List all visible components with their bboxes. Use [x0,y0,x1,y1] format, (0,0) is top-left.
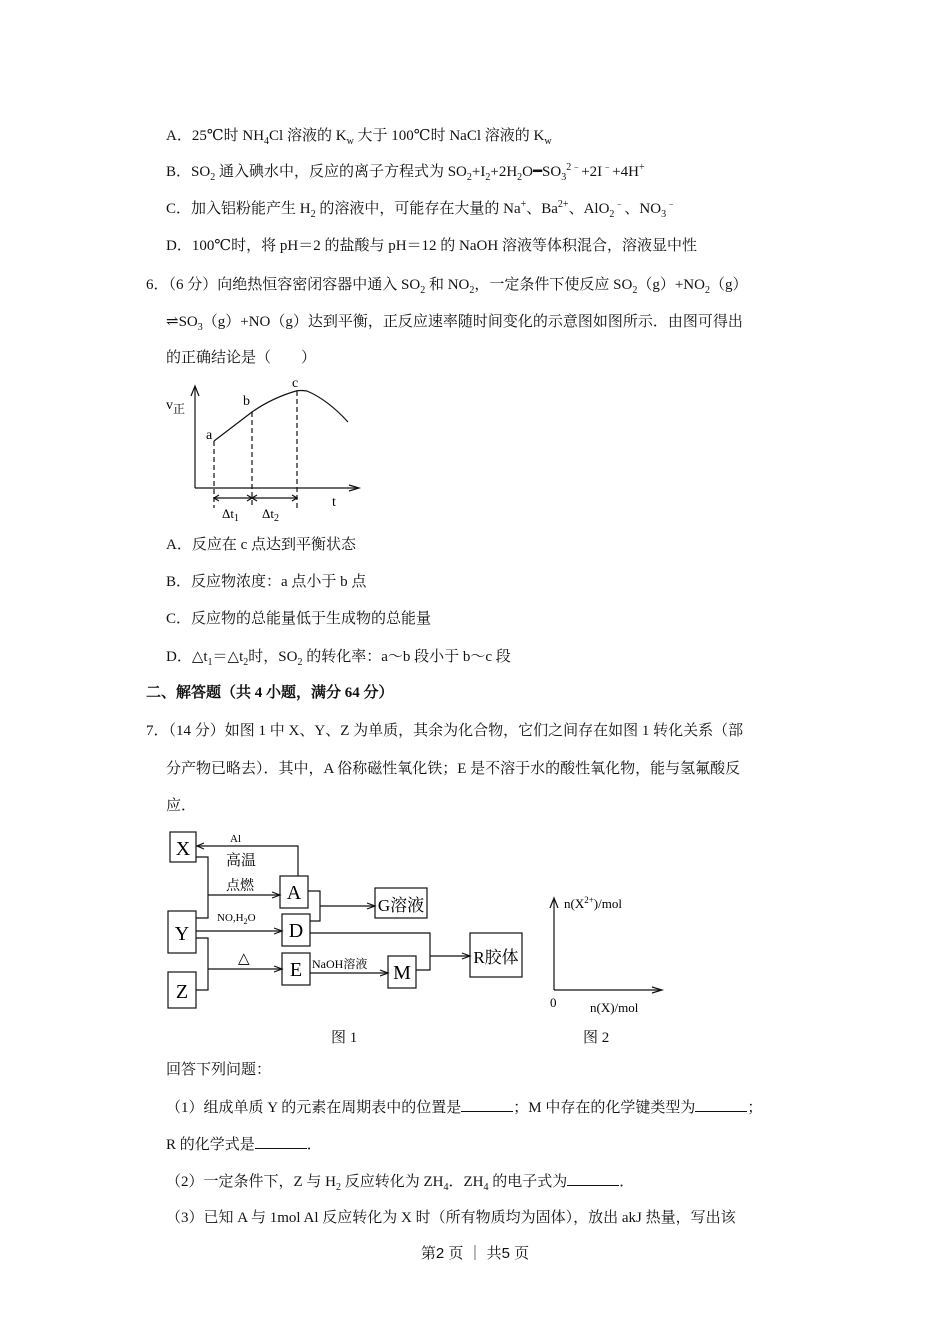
label-high-temp: 高温 [226,853,257,869]
q6-option-d [166,647,511,667]
q6-rate-graph [160,370,370,530]
text: （g）+NO [637,277,705,293]
x-label: t [332,495,336,510]
delta-t1-label: $\Delta t_1$ [222,506,239,524]
text: R 的化学式是 [166,1137,255,1153]
text: O━SO [522,164,562,180]
text: 100℃时，将 pH＝2 的盐酸与 pH＝12 的 NaOH 溶液等体积混合，溶液显中性 [191,238,697,254]
text: ． [619,1174,635,1190]
text: ； [747,1100,763,1116]
subscript: 3 [561,172,567,183]
superscript: 2﹣ [566,162,582,173]
label-e: E [289,959,303,981]
q5-option-a [166,126,552,146]
label-z: Z [175,981,189,1003]
q7-stem-line3: 应． [166,798,197,814]
text: ⇌SO [166,314,198,330]
text: 反应转化为 ZH [341,1174,444,1190]
point-b-label: b [243,394,250,409]
label-al: Al [230,833,241,845]
sub-question-1 [166,1097,762,1118]
figure-1-caption: 图 1 [331,1030,358,1046]
label-x: X [175,838,191,860]
text: △t [191,649,208,665]
text: ＝△t [212,649,244,665]
section-heading: 二、解答题（共 4 小题，满分 64 分） [146,685,394,701]
heat-symbol-icon: △ [238,951,250,967]
option-label: D． [166,649,192,665]
option-label: C． [166,611,192,627]
sub-question-3: （3）已知 A 与 1mol Al 反应转化为 X 时（所有物质均为固体），放出 akJ 热量，写出该 [166,1210,736,1226]
subscript: 2 [469,285,475,296]
question-score: （6 分） [168,277,218,293]
text: 时，SO [248,649,298,665]
text: +2H [490,164,518,180]
q6-stem-line1 [146,275,747,295]
text: ，一定条件下使反应 SO [474,277,633,293]
q7-stem-line2: 分产物已略去）．其中，A 俗称磁性氧化铁；E 是不溶于水的酸性氧化物，能与氢氟酸反 [166,761,741,777]
label-naoh-solution: NaOH溶液 [312,957,368,971]
answer-blank[interactable] [461,1097,513,1112]
text: Cl 溶液的 K [269,128,347,144]
answer-prompt: 回答下列问题： [166,1062,272,1078]
text: 、NO [624,201,662,217]
label-r-colloid: R胶体 [473,948,519,967]
subscript: w [346,136,354,147]
figure-2-axes [540,890,680,1020]
subscript: 1 [207,657,213,668]
sub-question-2 [166,1171,634,1192]
subscript: 2 [466,172,472,183]
label-d: D [288,920,304,942]
subscript: w [544,136,552,147]
q5-option-b [166,162,645,182]
y-axis-label: $n(X^{2+})$/mol [564,895,622,911]
subscript: 3 [197,322,203,333]
q5-option-d [166,236,697,256]
text: +I [471,164,486,180]
label-a: A [286,882,302,904]
text: 的转化率：a～b 段小于 b～c 段 [302,649,511,665]
text: 、AlO [568,201,610,217]
delta-t2-label: $\Delta t_2$ [262,506,279,524]
text: +4H [612,164,639,180]
q6-option-a [166,535,356,555]
text: 反应在 c 点达到平衡状态 [191,537,357,553]
text: 和 NO [425,277,470,293]
text: （g） [709,277,748,293]
option-label: C． [166,201,192,217]
text: 如图 1 中 X、Y、Z 为单质，其余为化合物，它们之间存在如图 1 转化关系（部 [224,723,744,739]
superscript: 2+ [557,199,569,210]
label-m: M [393,962,411,984]
q6-option-c [166,609,431,629]
option-label: A． [166,128,192,144]
superscript: ﹣ [666,199,677,210]
subscript: 2 [632,285,638,296]
subscript: 4 [264,136,270,147]
text: 加入铝粉能产生 H [191,201,311,217]
text: SO [191,164,211,180]
text: 反应物浓度：a 点小于 b 点 [191,574,367,590]
option-label: B． [166,164,192,180]
subscript: 3 [661,209,667,220]
subscript: 2 [210,172,216,183]
q7-stem-line1 [146,721,743,741]
text: 大于 100℃时 NaCl 溶液的 K [353,128,545,144]
answer-blank[interactable] [255,1134,307,1149]
superscript: ﹣ [602,162,613,173]
label-ignite: 点燃 [226,879,254,894]
y-label: v正 [166,398,186,416]
q6-stem-line2 [166,312,743,332]
point-c-label: c [292,376,299,391]
text: ． [306,1137,322,1153]
text: （g）+NO（g）达到平衡，正反应速率随时间变化的示意图如图所示．由图可得出 [202,314,743,330]
q6-option-b [166,572,366,592]
subscript: 2 [297,657,303,668]
subscript: 4 [443,1182,449,1193]
question-number: 7． [146,723,169,739]
q6-stem-line3: 的正确结论是（ ） [166,350,317,366]
text: 通入碘水中，反应的离子方程式为 SO [215,164,467,180]
text: ；M 中存在的化学键类型为 [513,1100,696,1116]
origin-label: 0 [550,995,557,1010]
x-axis-label: n(X)/mol [590,1000,639,1015]
page-footer: 第2 页 ｜ 共5 页 [420,1245,530,1262]
question-number: 6． [146,277,169,293]
label-no-h2o: $NO,H_2O$ [217,912,256,926]
text: +2I [581,164,603,180]
option-label: D． [166,238,192,254]
figure-2-caption: 图 2 [583,1030,610,1046]
subscript: 2 [485,172,491,183]
text: （2）一定条件下，Z 与 H [166,1174,336,1190]
option-label: A． [166,537,192,553]
subscript: 4 [483,1182,489,1193]
text: 、Ba [526,201,558,217]
text: ．ZH [448,1174,484,1190]
q5-option-c [166,199,676,219]
subscript: 2 [420,285,426,296]
label-g-solution: G溶液 [377,896,425,915]
superscript: ﹣ [614,199,625,210]
label-y: Y [174,923,190,945]
subscript: 2 [243,657,249,668]
question-score: （14 分） [168,723,225,739]
subscript: 2 [517,172,523,183]
sub-question-1-cont [166,1134,322,1155]
text: 反应物的总能量低于生成物的总能量 [191,611,432,627]
text: 向绝热恒容密闭容器中通入 SO [217,277,421,293]
text: 的电子式为 [488,1174,568,1190]
option-label: B． [166,574,192,590]
text: 25℃时 NH [191,128,265,144]
subscript: 2 [310,209,316,220]
subscript: 2 [336,1182,341,1193]
text: 的溶液中，可能存在大量的 Na [315,201,521,217]
answer-blank[interactable] [695,1097,747,1112]
point-a-label: a [206,428,213,443]
rate-curve [214,391,348,442]
figure-1-flow-diagram [160,820,530,1030]
superscript: + [638,162,645,173]
answer-blank[interactable] [567,1171,619,1186]
text: （1）组成单质 Y 的元素在周期表中的位置是 [166,1100,462,1116]
subscript: 2 [609,209,615,220]
superscript: + [520,199,527,210]
subscript: 2 [704,285,710,296]
